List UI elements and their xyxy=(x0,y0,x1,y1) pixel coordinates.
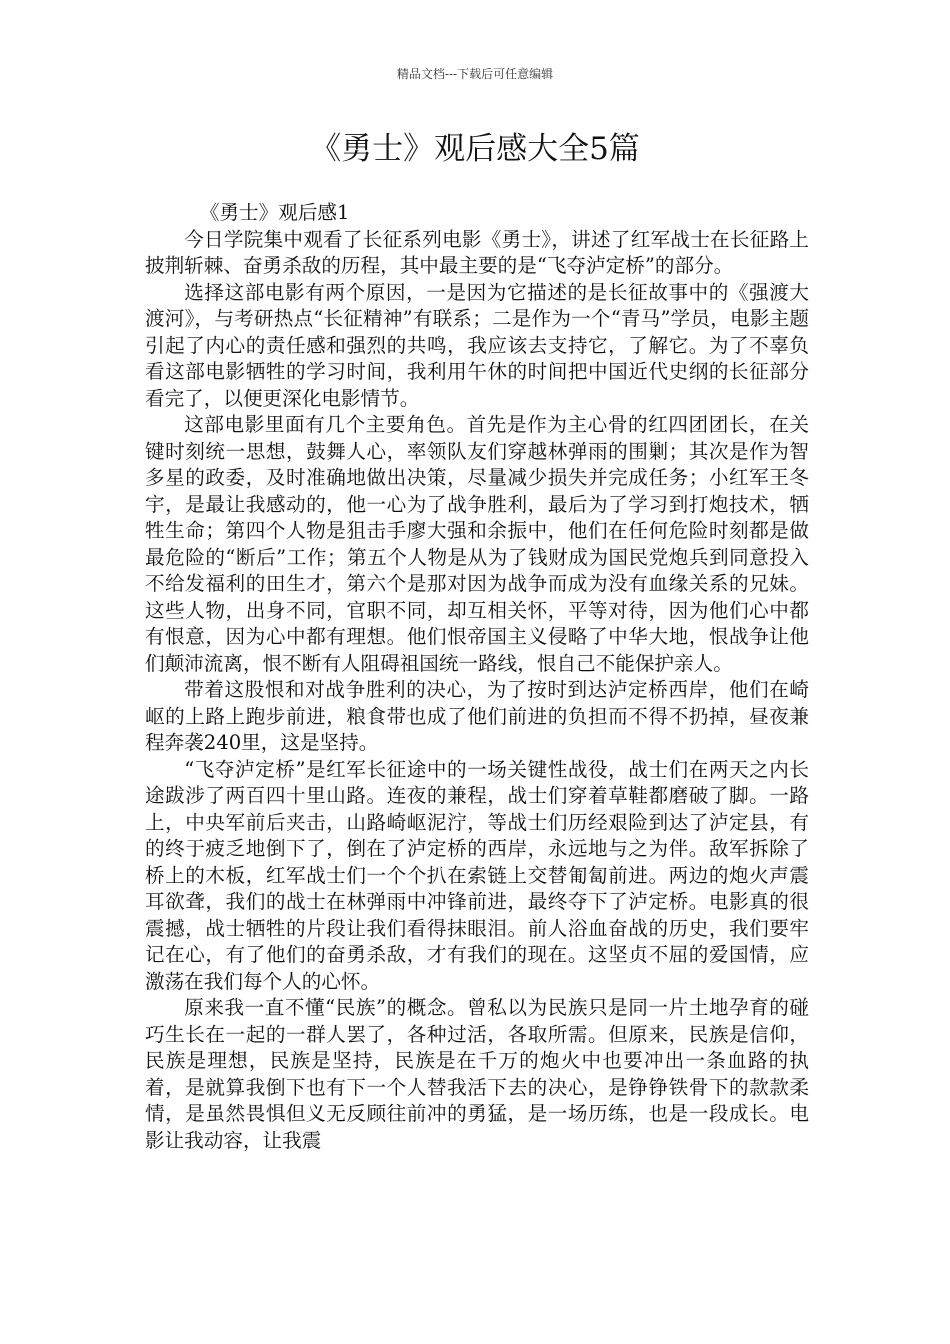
paragraph-3: 这部电影里面有几个主要角色。首先是作为主心骨的红四团团长，在关键时刻统一思想，鼓舞人心，率领队友们穿越林弹雨的围剿；其次是作为智多星的政委，及时准确地做出决策，尽量减少损失并完成任务；小红军王冬宇，是最让我感动的，他一心为了战争胜利，最后为了学习到打炮技术，牺牲生命；第四个人物是狙击手廖大强和余振中，他们在任何危险时刻都是做最危险的“断后”工作；第五个人物是从为了钱财成为国民党炮兵到同意投入不给发福利的田生才，第六个是那对因为战争而成为没有血缘关系的兄妹。这些人物，出身不同，官职不同，却互相关怀，平等对待，因为他们心中都有恨意，因为心中都有理想。他们恨帝国主义侵略了中华大地，恨战争让他们颠沛流离，恨不断有人阻碍祖国统一路线，恨自己不能保护亲人。 xyxy=(145,413,809,675)
paragraph-2: 选择这部电影有两个原因，一是因为它描述的是长征故事中的《强渡大渡河》，与考研热点“长征精神”有联系；二是作为一个“青马”学员，电影主题引起了内心的责任感和强烈的共鸣，我应该去支持它，了解它。为了不辜负看这部电影牺牲的学习时间，我利用午休的时间把中国近代史纲的长征部分看完了，以便更深化电影情节。 xyxy=(145,280,809,410)
document-title: 《勇士》观后感大全5篇 xyxy=(310,131,640,167)
paragraph-1: 今日学院集中观看了长征系列电影《勇士》，讲述了红军战士在长征路上披荆斩棘、奋勇杀敌的历程，其中最主要的是“飞夺泸定桥”的部分。 xyxy=(145,227,809,277)
paragraph-6: 原来我一直不懂“民族”的概念。曾私以为民族只是同一片土地孕育的碰巧生长在一起的一群人罢了，各种过活，各取所需。但原来，民族是信仰，民族是理想，民族是坚持，民族是在千万的炮火中也要冲出一条血路的执着，是就算我倒下也有下一个人替我活下去的决心，是铮铮铁骨下的款款柔情，是虽然畏惧但义无反顾往前冲的勇猛，是一场历练，也是一段成长。电影让我动容，让我震 xyxy=(145,996,809,1152)
paragraph-5: “飞夺泸定桥”是红军长征途中的一场关键性战役，战士们在两天之内长途跋涉了两百四十里山路。连夜的兼程，战士们穿着草鞋都磨破了脚。一路上，中央军前后夹击，山路崎岖泥泞，等战士们历经艰险到达了泸定县，有的终于疲乏地倒下了，倒在了泸定桥的西岸，永远地与之为伴。敌军拆除了桥上的木板，红军战士们一个个扒在索链上交替匍匐前进。两边的炮火声震耳欲聋，我们的战士在林弹雨中冲锋前进，最终夺下了泸定桥。电影真的很震撼，战士牺牲的片段让我们看得抹眼泪。前人浴血奋战的历史，我们要牢记在心，有了他们的奋勇杀敌，才有我们的现在。这坚贞不屈的爱国情，应激荡在我们每个人的心怀。 xyxy=(145,757,809,993)
section-subtitle: 《勇士》观后感1 xyxy=(199,201,350,224)
paragraph-4: 带着这股恨和对战争胜利的决心，为了按时到达泸定桥西岸，他们在崎岖的上路上跑步前进，粮食带也成了他们前进的负担而不得不扔掉，昼夜兼程奔袭240里，这是坚持。 xyxy=(145,678,809,754)
page-header: 精品文档---下载后可任意编辑 xyxy=(396,67,554,81)
document-body xyxy=(145,200,809,1154)
